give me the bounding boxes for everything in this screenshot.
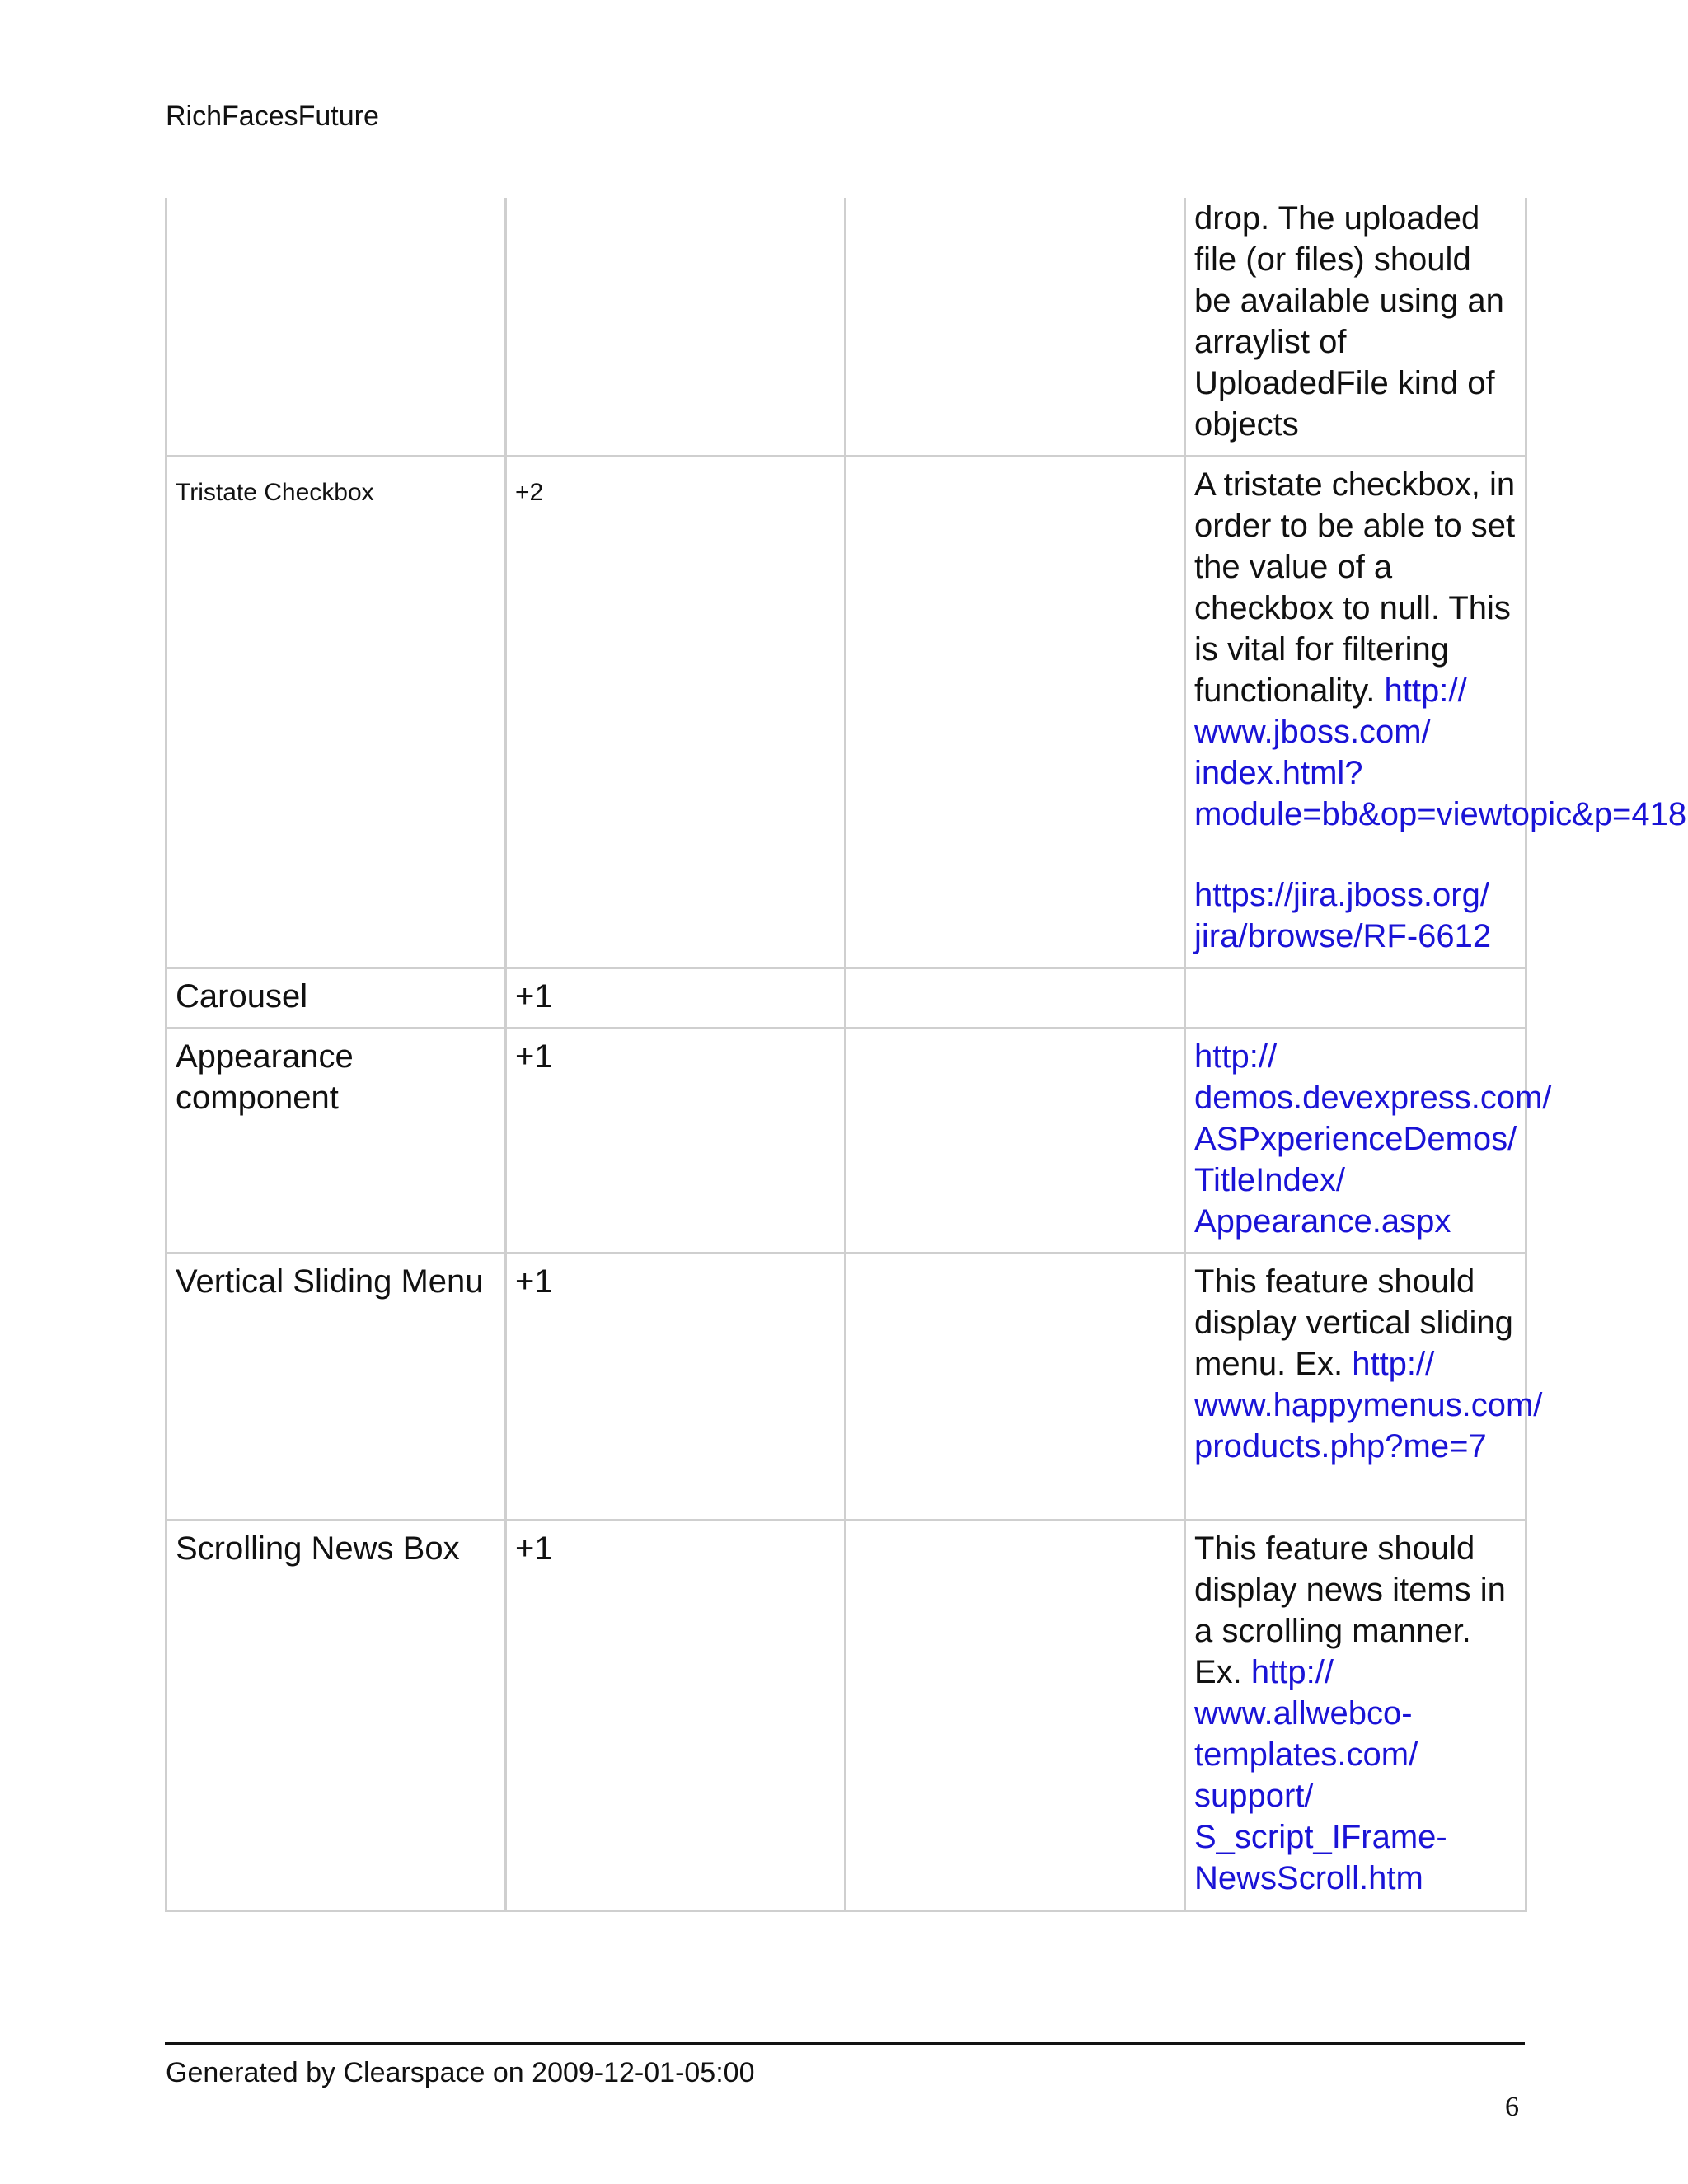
footer-generated-text: Generated by Clearspace on 2009-12-01-05:00: [166, 2057, 755, 2088]
description-text: drop. The uploaded file (or files) should be available using an arraylist of UploadedFile kind of objects: [1194, 200, 1504, 443]
description-text: This feature should display vertical sliding menu. Ex.: [1194, 1263, 1513, 1382]
empty-cell: [846, 968, 1185, 1029]
feature-name-cell: Appearance component: [166, 1029, 506, 1254]
empty-cell: [846, 1029, 1185, 1254]
page-number: 6: [1505, 2092, 1519, 2122]
feature-name-cell: [166, 198, 506, 457]
feature-name-cell: Scrolling News Box: [166, 1521, 506, 1911]
feature-name-cell: Carousel: [166, 968, 506, 1029]
demo-link[interactable]: http:// demos.devexpress.com/ ASPxperienceDemos/ TitleIndex/ Appearance.aspx: [1194, 1038, 1552, 1240]
description-cell: [1185, 1254, 1543, 1521]
empty-cell: [846, 1521, 1185, 1911]
features-table-container: [165, 198, 1687, 1912]
forum-link-query[interactable]: module=bb&op=viewtopic&p=418: [1194, 796, 1687, 832]
empty-cell: [846, 1254, 1185, 1521]
table-row: [166, 1521, 1526, 1911]
votes-cell: +1: [506, 1029, 846, 1254]
empty-cell: [846, 457, 1185, 968]
table-row: [166, 1029, 1526, 1254]
description-text: This feature should display news items in a scrolling manner. Ex.: [1194, 1530, 1506, 1690]
empty-cell: [846, 198, 1185, 457]
example-link[interactable]: http:// www.happymenus.com/ products.php?me=7: [1194, 1346, 1543, 1465]
votes-cell: +1: [506, 1254, 846, 1521]
footer-divider: [165, 2042, 1525, 2045]
votes-cell: +1: [506, 1521, 846, 1911]
forum-link[interactable]: http:// www.jboss.com/ index.html?: [1194, 673, 1467, 791]
description-cell: [1185, 198, 1526, 457]
table-row: [166, 1254, 1526, 1521]
description-cell: [1185, 457, 1687, 968]
votes-cell: +1: [506, 968, 846, 1029]
votes-cell: +2: [506, 457, 846, 968]
description-cell: [1185, 1521, 1526, 1911]
page-header-title: RichFacesFuture: [166, 101, 379, 132]
table-row: [166, 968, 1526, 1029]
table-row: [166, 198, 1526, 457]
description-cell: [1185, 1029, 1552, 1254]
feature-name-cell: Tristate Checkbox: [166, 457, 506, 968]
spacer: [1194, 835, 1517, 874]
description-text: A tristate checkbox, in order to be able to set the value of a checkbox to null. This is vital for filtering functionality.: [1194, 466, 1516, 709]
votes-cell: [506, 198, 846, 457]
description-cell: [1185, 968, 1526, 1029]
table-row: [166, 457, 1526, 968]
feature-name-cell: Vertical Sliding Menu: [166, 1254, 506, 1521]
features-table: [165, 198, 1687, 1912]
example-link[interactable]: http:// www.allwebco- templates.com/ support/ S_script_IFrame- NewsScroll.htm: [1194, 1654, 1447, 1896]
jira-link[interactable]: https://jira.jboss.org/ jira/browse/RF-6612: [1194, 877, 1492, 954]
